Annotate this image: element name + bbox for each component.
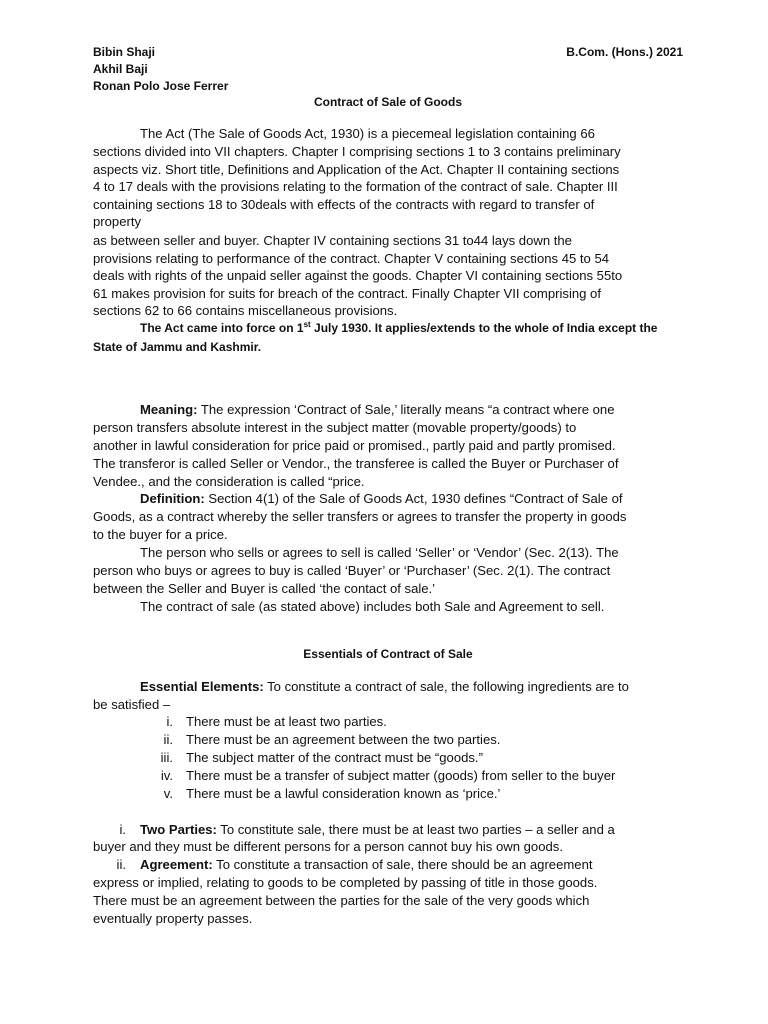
paragraph-line: Two Parties: To constitute sale, there must be at least two parties – a seller and a [140, 822, 615, 837]
list-item: There must be at least two parties. [186, 714, 387, 729]
list-number: iii. [160, 750, 173, 765]
paragraph-line: The Act (The Sale of Goods Act, 1930) is a piecemeal legislation containing 66 [140, 126, 595, 141]
list-number: i. [166, 714, 173, 729]
paragraph-line: express or implied, relating to goods to be completed by passing of title in those goods. [93, 875, 598, 890]
list-number: v. [163, 786, 173, 801]
paragraph-line: as between seller and buyer. Chapter IV containing sections 31 to44 lays down the [93, 233, 572, 248]
list-item: There must be a transfer of subject matter (goods) from seller to the buyer [186, 768, 616, 783]
force-statement: The Act came into force on 1st July 1930. It applies/extends to the whole of India except the [140, 320, 658, 335]
paragraph-line: The person who sells or agrees to sell is called ‘Seller’ or ‘Vendor’ (Sec. 2(13). The [140, 545, 619, 560]
author-name: Ronan Polo Jose Ferrer [93, 79, 229, 93]
paragraph-line: 61 makes provision for suits for breach of the contract. Finally Chapter VII comprising of [93, 286, 601, 301]
paragraph-line: containing sections 18 to 30deals with effects of the contracts with regard to transfer of [93, 197, 595, 212]
definition-label: Definition: [140, 491, 205, 506]
paragraph-line: deals with rights of the unpaid seller against the goods. Chapter VI containing sections 55to [93, 268, 623, 283]
paragraph-line: be satisfied – [93, 697, 171, 712]
paragraph-line: eventually property passes. [93, 911, 253, 926]
list-item: There must be a lawful consideration known as ‘price.’ [186, 786, 501, 801]
paragraph-line: provisions relating to performance of the contract. Chapter V containing sections 45 to 54 [93, 251, 610, 266]
paragraph-line: to the buyer for a price. [93, 527, 228, 542]
paragraph-line: property [93, 214, 142, 229]
meaning-label: Meaning: [140, 402, 198, 417]
paragraph-line: Meaning: The expression ‘Contract of Sale,’ literally means “a contract where one [140, 402, 615, 417]
essentials-heading: Essentials of Contract of Sale [303, 647, 473, 661]
paragraph-line: another in lawful consideration for price paid or promised., partly paid and partly promised. [93, 438, 616, 453]
force-statement-line: State of Jammu and Kashmir. [93, 340, 262, 354]
list-number: ii. [116, 857, 126, 872]
list-number: i. [119, 822, 126, 837]
paragraph-line: person transfers absolute interest in the subject matter (movable property/goods) to [93, 420, 577, 435]
paragraph-line: Definition: Section 4(1) of the Sale of Goods Act, 1930 defines “Contract of Sale of [140, 491, 623, 506]
author-name: Bibin Shaji [93, 45, 156, 59]
includes-line: The contract of sale (as stated above) includes both Sale and Agreement to sell. [140, 599, 605, 614]
paragraph-line: There must be an agreement between the parties for the sale of the very goods which [93, 893, 590, 908]
paragraph-line: Agreement: To constitute a transaction of sale, there should be an agreement [140, 857, 593, 872]
paragraph-line: 4 to 17 deals with the provisions relating to the formation of the contract of sale. Chapter III [93, 179, 618, 194]
document-title: Contract of Sale of Goods [313, 95, 462, 109]
paragraph-line: Essential Elements: To constitute a contract of sale, the following ingredients are to [140, 679, 629, 694]
elements-label: Essential Elements: [140, 679, 264, 694]
author-name: Akhil Baji [93, 62, 148, 76]
paragraph-line: between the Seller and Buyer is called ‘the contact of sale.’ [93, 581, 436, 596]
agreement-label: Agreement: [140, 857, 213, 872]
paragraph-line: person who buys or agrees to buy is called ‘Buyer’ or ‘Purchaser’ (Sec. 2(1). The contract [93, 563, 611, 578]
list-item: The subject matter of the contract must be “goods.” [186, 750, 483, 765]
paragraph-line: sections 62 to 66 contains miscellaneous provisions. [93, 303, 398, 318]
paragraph-line: buyer and they must be different persons for a person cannot buy his own goods. [93, 839, 563, 854]
paragraph-line: Vendee., and the consideration is called “price. [93, 474, 365, 489]
paragraph-line: The transferor is called Seller or Vendor., the transferee is called the Buyer or Purchaser of [93, 456, 619, 471]
paragraph-line: sections divided into VII chapters. Chapter I comprising sections 1 to 3 contains preliminary [93, 144, 621, 159]
paragraph-line: Goods, as a contract whereby the seller transfers or agrees to transfer the property in goods [93, 509, 627, 524]
two-parties-label: Two Parties: [140, 822, 217, 837]
list-item: There must be an agreement between the two parties. [186, 732, 501, 747]
list-number: ii. [163, 732, 173, 747]
paragraph-line: aspects viz. Short title, Definitions and Application of the Act. Chapter II containing sections [93, 162, 620, 177]
list-number: iv. [160, 768, 173, 783]
course-label: B.Com. (Hons.) 2021 [566, 45, 683, 59]
